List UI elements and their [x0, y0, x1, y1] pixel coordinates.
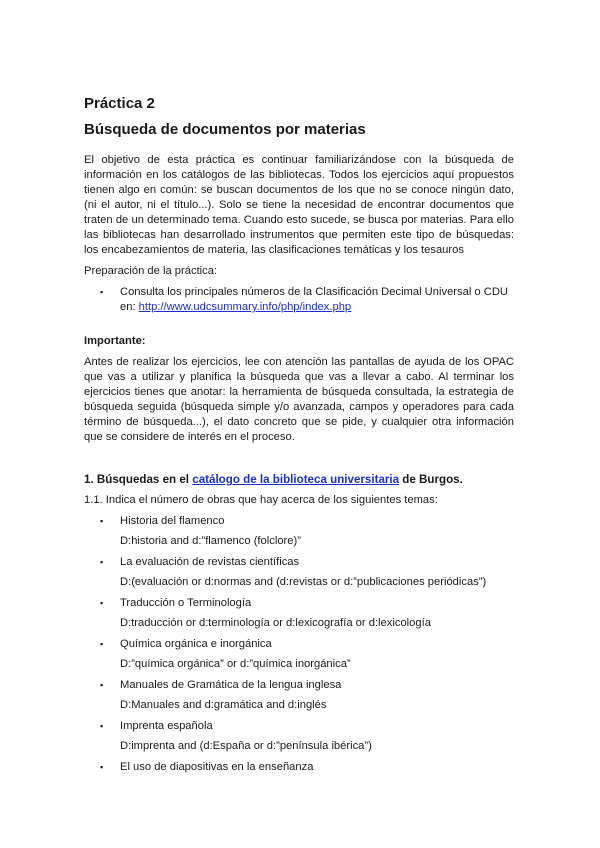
topic-text: Manuales de Gramática de la lengua inglesa — [120, 679, 342, 691]
bullet-icon: ▪ — [100, 557, 104, 567]
topic-item — [84, 678, 514, 693]
page-title: Práctica 2 — [84, 95, 155, 112]
intro-paragraph: El objetivo de esta práctica es continuar familiarizándose con la búsqueda de información en los catálogos de las bibliotecas. Todos los ejercicios aquí propuestos tienen algo en común: se buscan documentos de los que no se conoce ningún dato, (ni el autor, ni el título...). Solo se tiene la necesidad de encontrar documentos que traten de un determinado tema. Cuando esto sucede, se busca por materias. Para ello las bibliotecas han desarrollado instrumentos que permiten este tipo de búsquedas: los encabezamientos de materia, las clasificaciones temáticas y los tesauros — [84, 154, 514, 256]
topic-item — [84, 719, 514, 734]
section-1-prefix: 1. Búsquedas en el — [84, 473, 193, 486]
page-subtitle: Búsqueda de documentos por materias — [84, 121, 366, 138]
topic-query: D:historia and d:”flamenco (folclore)” — [120, 535, 301, 547]
topic-query: D:(evaluación or d:normas and (d:revistas or d:”publicaciones periódicas”) — [120, 576, 487, 588]
preparation-list — [84, 285, 514, 315]
bullet-icon: ▪ — [100, 516, 104, 526]
topic-text: Química orgánica e inorgánica — [120, 638, 272, 650]
udc-link[interactable]: http://www.udcsummary.info/php/index.php — [138, 301, 352, 313]
topic-item — [84, 514, 514, 529]
preparation-item-text: Consulta los principales números de la Clasificación Decimal Universal o CDU en: — [120, 286, 508, 313]
topic-query: D:traducción or d:terminología or d:lexicografía or d:lexicología — [120, 617, 431, 629]
bullet-icon: ▪ — [100, 721, 104, 731]
section-1-heading — [84, 472, 514, 487]
section-1-suffix: de Burgos. — [399, 473, 463, 486]
document-page — [84, 95, 514, 780]
catalog-link[interactable]: catálogo de la biblioteca universitaria — [192, 473, 400, 486]
important-heading: Importante: — [84, 335, 146, 347]
topic-text: Imprenta española — [120, 720, 213, 732]
topic-text: La evaluación de revistas científicas — [120, 556, 300, 568]
topic-query: D:Manuales and d:gramática and d:inglés — [120, 699, 327, 711]
exercise-1-1: 1.1. Indica el número de obras que hay acerca de los siguientes temas: — [84, 494, 438, 506]
bullet-icon: ▪ — [100, 287, 104, 297]
topic-item — [84, 596, 514, 611]
bullet-icon: ▪ — [100, 639, 104, 649]
topic-item — [84, 555, 514, 570]
bullet-icon: ▪ — [100, 762, 104, 772]
preparation-item — [84, 285, 514, 315]
bullet-icon: ▪ — [100, 680, 104, 690]
topics-list — [84, 514, 514, 775]
topic-query: D:”química orgánica” or d:”química inorgánica” — [120, 658, 351, 670]
topic-item — [84, 760, 514, 775]
topic-query: D:imprenta and (d:España or d:”península ibérica”) — [120, 740, 372, 752]
topic-text: Historia del flamenco — [120, 515, 225, 527]
topic-text: El uso de diapositivas en la enseñanza — [120, 761, 314, 773]
topic-text: Traducción o Terminología — [120, 597, 252, 609]
bullet-icon: ▪ — [100, 598, 104, 608]
topic-item — [84, 637, 514, 652]
preparation-heading: Preparación de la práctica: — [84, 265, 218, 277]
important-paragraph: Antes de realizar los ejercicios, lee con atención las pantallas de ayuda de los OPAC que vas a utilizar y planifica la búsqueda que vas a llevar a cabo. Al terminar los ejercicios tienes que anotar: la herramienta de búsqueda consultada, la estrategia de búsqueda seguida (búsqueda simple y/o avanzada, campos y operadores para cada término de búsqueda...), el dato concreto que se pide, y cualquier otra información que se considere de interés en el proceso. — [84, 356, 514, 443]
